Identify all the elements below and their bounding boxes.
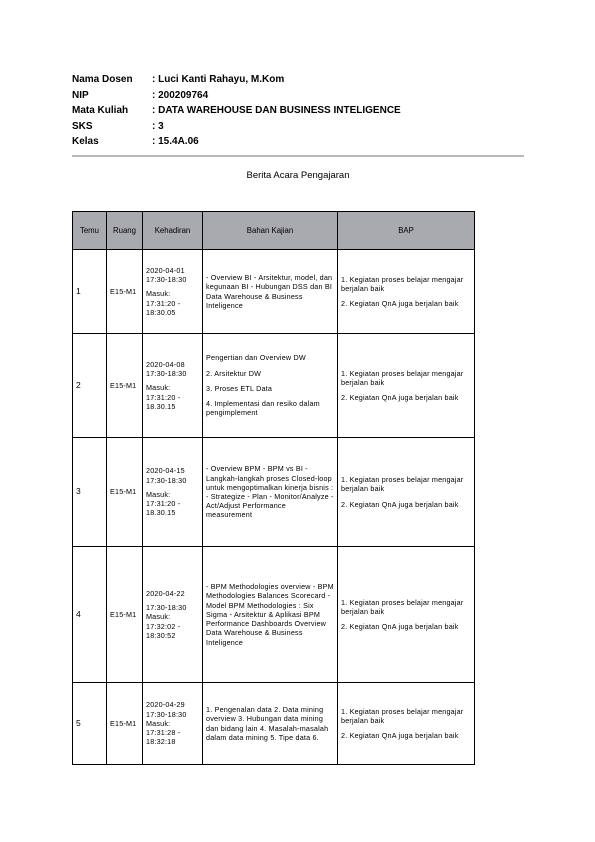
- cell-bahan-kajian: [203, 334, 338, 438]
- info-label: Kelas: [72, 136, 99, 147]
- teaching-log-table: [72, 211, 475, 765]
- col-header-bap: BAP: [338, 212, 475, 250]
- kehadiran-line: 2020-04-15 17:30-18:30: [146, 466, 187, 485]
- cell-bap: [338, 683, 475, 765]
- table-row: [73, 438, 475, 547]
- info-label: Mata Kuliah: [72, 105, 129, 116]
- bahan-line: 4. Implementasi dan resiko dalam pengimplement: [206, 399, 320, 418]
- kehadiran-line: 17:30-18:30 Masuk: 17:32:02 - 18:30:52: [146, 603, 187, 640]
- cell-bahan-kajian: [203, 683, 338, 765]
- cell-temu: 3: [73, 438, 107, 547]
- cell-ruang: E15-M1: [107, 334, 143, 438]
- cell-kehadiran: [143, 250, 203, 334]
- divider: [72, 155, 524, 157]
- cell-bap: [338, 547, 475, 683]
- info-label: NIP: [72, 89, 89, 101]
- bahan-line: - Overview BI - Arsitektur, model, dan kegunaan BI - Hubungan DSS dan BI Data Warehouse & Business Inteligence: [206, 273, 333, 310]
- bahan-line: - BPM Methodologies overview - BPM Methodologies Balances Scorecard - Model BPM Methodologies : Six Sigma - Arsitektur & Aplikasi BPM Performance Dashboards Overview Data Warehouse & Business Inteligence: [206, 582, 334, 647]
- cell-bap: [338, 334, 475, 438]
- bap-line: 2. Kegiatan QnA juga berjalan baik: [341, 622, 459, 632]
- cell-bap: [338, 250, 475, 334]
- cell-kehadiran: [143, 438, 203, 547]
- info-row-dosen: [72, 72, 401, 88]
- cell-ruang: E15-M1: [107, 683, 143, 765]
- bap-line: 2. Kegiatan QnA juga berjalan baik: [341, 499, 459, 509]
- col-header-bahan-kajian: Bahan Kajian: [203, 212, 338, 250]
- cell-temu: 2: [73, 334, 107, 438]
- info-value: : 3: [152, 120, 164, 132]
- kehadiran-line: Masuk: 17:31:20 - 18.30.15: [146, 489, 181, 518]
- bahan-line: Pengertian dan Overview DW: [206, 353, 306, 363]
- table-row: [73, 250, 475, 334]
- bahan-line: 2. Arsitektur DW: [206, 368, 262, 378]
- info-value: : 200209764: [152, 89, 209, 101]
- kehadiran-line: 2020-04-08 17:30-18:30: [146, 359, 187, 379]
- cell-ruang: E15-M1: [107, 547, 143, 683]
- bahan-line: 3. Proses ETL Data: [206, 383, 273, 393]
- bap-line: 1. Kegiatan proses belajar mengajar berjalan baik: [341, 368, 464, 387]
- cell-temu: 5: [73, 683, 107, 765]
- info-row-sks: [72, 119, 401, 135]
- cell-kehadiran: [143, 683, 203, 765]
- info-value: : DATA WAREHOUSE DAN BUSINESS INTELIGENCE: [152, 105, 401, 116]
- info-value: : 15.4A.06: [152, 136, 199, 147]
- bap-line: 1. Kegiatan proses belajar mengajar berjalan baik: [341, 706, 464, 725]
- info-label: Nama Dosen: [72, 74, 133, 85]
- bahan-line: - Overview BPM - BPM vs BI - Langkah-langkah proses Closed-loop untuk mengoptimalkan kinerja bisnis : - Strategize - Plan - Monitor/Analyze - Act/Adjust Performance measurement: [206, 464, 334, 520]
- bap-line: 2. Kegiatan QnA juga berjalan baik: [341, 731, 459, 741]
- table-row: [73, 334, 475, 438]
- bap-line: 2. Kegiatan QnA juga berjalan baik: [341, 393, 459, 403]
- cell-kehadiran: [143, 547, 203, 683]
- bap-line: 2. Kegiatan QnA juga berjalan baik: [341, 299, 459, 309]
- kehadiran-line: Masuk: 17:31:20 - 18:30.05: [146, 289, 181, 317]
- kehadiran-line: Masuk: 17:31:20 - 18.30.15: [146, 383, 181, 411]
- table-row: [73, 547, 475, 683]
- cell-bahan-kajian: [203, 547, 338, 683]
- bap-line: 1. Kegiatan proses belajar mengajar berjalan baik: [341, 274, 464, 293]
- cell-bahan-kajian: [203, 250, 338, 334]
- lecturer-info: [72, 72, 401, 150]
- cell-ruang: E15-M1: [107, 438, 143, 547]
- info-label: SKS: [72, 120, 93, 132]
- table-header-row: [73, 212, 475, 250]
- cell-temu: 1: [73, 250, 107, 334]
- cell-bahan-kajian: [203, 438, 338, 547]
- col-header-temu: Temu: [73, 212, 107, 250]
- info-value: : Luci Kanti Rahayu, M.Kom: [152, 74, 285, 85]
- bahan-line: 1. Pengenalan data 2. Data mining overview 3. Hubungan data mining dan bidang lain 4. Masalah-masalah dalam data mining 5. Tipe data 6.: [206, 705, 329, 742]
- cell-temu: 4: [73, 547, 107, 683]
- info-row-nip: [72, 88, 401, 104]
- kehadiran-line: 2020-04-01 17:30-18:30: [146, 265, 187, 285]
- col-header-ruang: Ruang: [107, 212, 143, 250]
- kehadiran-line: 2020-04-29 17:30-18:30 Masuk: 17:31:28 - 18:32:18: [146, 700, 187, 747]
- cell-ruang: E15-M1: [107, 250, 143, 334]
- table-row: [73, 683, 475, 765]
- info-row-kelas: [72, 134, 401, 150]
- bap-line: 1. Kegiatan proses belajar mengajar berjalan baik: [341, 475, 464, 494]
- col-header-kehadiran: Kehadiran: [143, 212, 203, 250]
- cell-bap: [338, 438, 475, 547]
- kehadiran-line: 2020-04-22: [146, 588, 185, 598]
- cell-kehadiran: [143, 334, 203, 438]
- info-row-mata-kuliah: [72, 103, 401, 119]
- bap-line: 1. Kegiatan proses belajar mengajar berjalan baik: [341, 597, 464, 616]
- page-title: Berita Acara Pengajaran: [246, 170, 350, 181]
